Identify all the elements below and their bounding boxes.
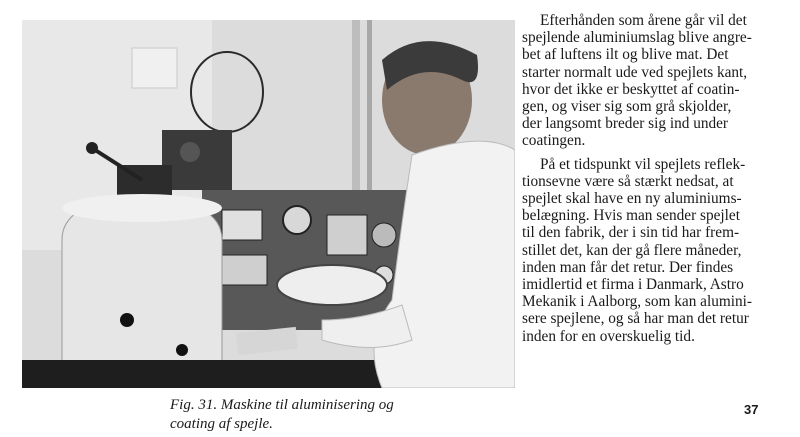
text-line: spejlende aluminiumslag blive angre-: [522, 29, 752, 47]
body-text-column: [522, 12, 782, 351]
text-line: coatingen.: [522, 132, 586, 150]
text-line: imidlertid et firma i Danmark, Astro: [522, 276, 744, 294]
text-line: sere spejlene, og så har man det retur: [522, 310, 749, 328]
text-line: gen, og viser sig som grå skjolder,: [522, 98, 732, 116]
text-line: til den fabrik, der i sin tid har frem-: [522, 224, 740, 242]
figure-photo: [22, 20, 515, 388]
text-line: bet af luftens ilt og blive mat. Det: [522, 46, 729, 64]
text-line: spejlet skal have en ny aluminiums-: [522, 190, 742, 208]
page-number: 37: [744, 402, 759, 417]
paragraph: [522, 12, 782, 150]
caption-line: coating af spejle.: [170, 416, 273, 432]
caption-line: Fig. 31. Maskine til aluminisering og: [170, 397, 394, 413]
text-line: Efterhånden som årene går vil det: [540, 12, 747, 29]
text-line: hvor det ikke er beskyttet af coatin-: [522, 80, 740, 98]
text-line: tionsevne være så stærkt nedsat, at: [522, 172, 734, 190]
text-line: der langsomt breder sig ind under: [522, 115, 729, 133]
text-line: belægning. Hvis man sender spejlet: [522, 207, 740, 225]
text-line: starter normalt ude ved spejlets kant,: [522, 63, 748, 81]
text-line: inden for en overskuelig tid.: [522, 327, 695, 345]
text-line: inden man får det retur. Der findes: [522, 258, 734, 276]
text-line: På et tidspunkt vil spejlets reflek-: [540, 155, 746, 173]
figure-caption: [170, 396, 450, 434]
aluminizing-machine-photo: [22, 20, 515, 388]
text-line: Mekanik i Aalborg, som kan alumini-: [522, 293, 752, 311]
text-line: stillet det, kan der gå flere måneder,: [522, 241, 742, 259]
paragraph: [522, 156, 782, 345]
